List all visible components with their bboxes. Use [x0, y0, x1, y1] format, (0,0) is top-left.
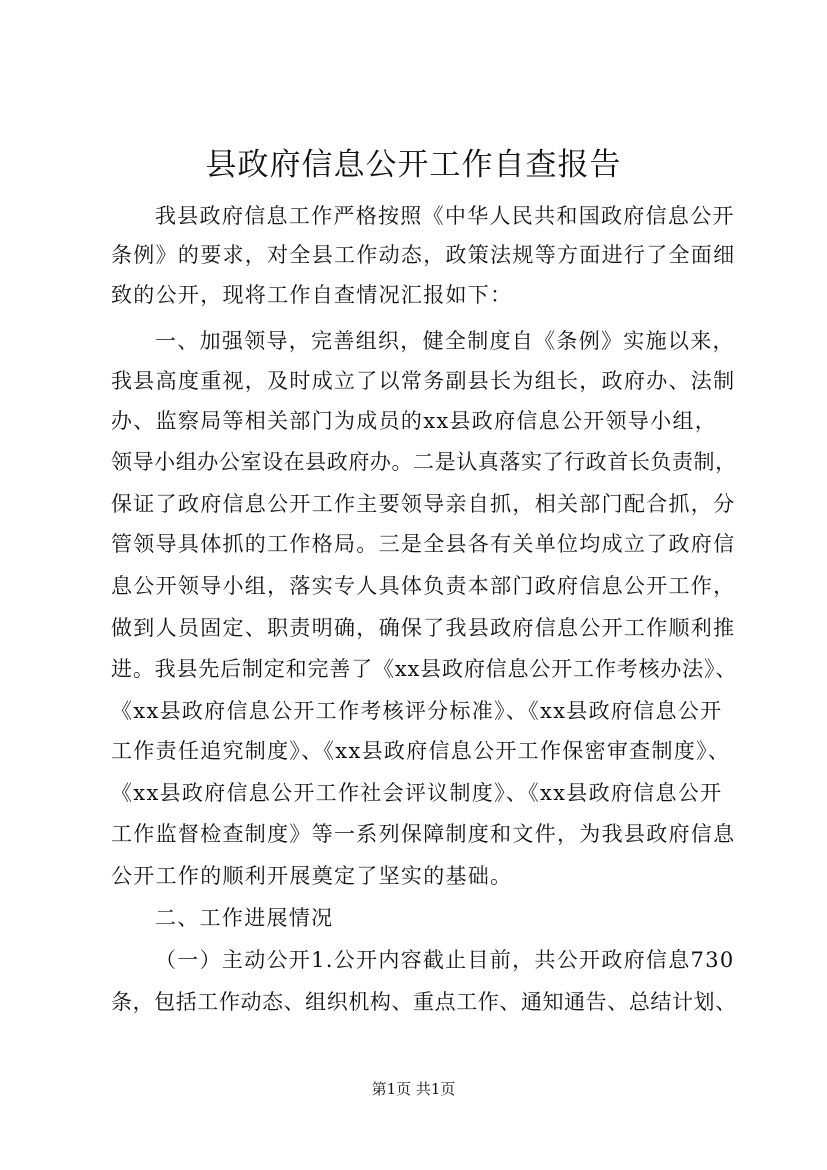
- body-line: 我县高度重视，及时成立了以常务副县长为组长，政府办、法制: [111, 369, 736, 393]
- body-line: 条，包括工作动态、组织机构、重点工作、通知通告、总结计划、: [111, 990, 737, 1014]
- page-number-footer: 第1页 共1页: [371, 1080, 456, 1098]
- body-line: 《xx县政府信息公开工作考核评分标准》、《xx县政府信息公开: [111, 699, 723, 723]
- body-line: 管领导具体抓的工作格局。三是全县各有关单位均成立了政府信: [111, 532, 736, 556]
- body-line: 我县政府信息工作严格按照《中华人民共和国政府信息公开: [155, 204, 735, 228]
- body-line: 致的公开，现将工作自查情况汇报如下：: [111, 283, 513, 307]
- section-heading: 二、工作进展情况: [155, 906, 334, 930]
- document-title: 县政府信息公开工作自查报告: [205, 147, 622, 183]
- body-line: 条例》的要求，对全县工作动态，政策法规等方面进行了全面细: [111, 243, 736, 267]
- body-line: 一、加强领导，完善组织，健全制度自《条例》实施以来，: [155, 329, 735, 353]
- body-line: 进。我县先后制定和完善了《xx县政府信息公开工作考核办法》、: [111, 657, 738, 681]
- body-line: （一）主动公开1.公开内容截止目前，共公开政府信息730: [155, 948, 735, 972]
- body-line: 领导小组办公室设在县政府办。二是认真落实了行政首长负责制，: [111, 450, 737, 474]
- body-line: 公开工作的顺利开展奠定了坚实的基础。: [111, 864, 513, 888]
- body-line: 工作监督检查制度》等一系列保障制度和文件，为我县政府信息: [111, 822, 736, 846]
- body-line: 工作责任追究制度》、《xx县政府信息公开工作保密审查制度》、: [111, 739, 731, 763]
- body-line: 办、监察局等相关部门为成员的xx县政府信息公开领导小组，: [111, 409, 718, 433]
- body-line: 做到人员固定、职责明确，确保了我县政府信息公开工作顺利推: [111, 616, 736, 640]
- body-line: 息公开领导小组，落实专人具体负责本部门政府信息公开工作，: [111, 574, 736, 598]
- body-line: 《xx县政府信息公开工作社会评议制度》、《xx县政府信息公开: [111, 781, 723, 805]
- body-line: 保证了政府信息公开工作主要领导亲自抓，相关部门配合抓，分: [111, 492, 736, 516]
